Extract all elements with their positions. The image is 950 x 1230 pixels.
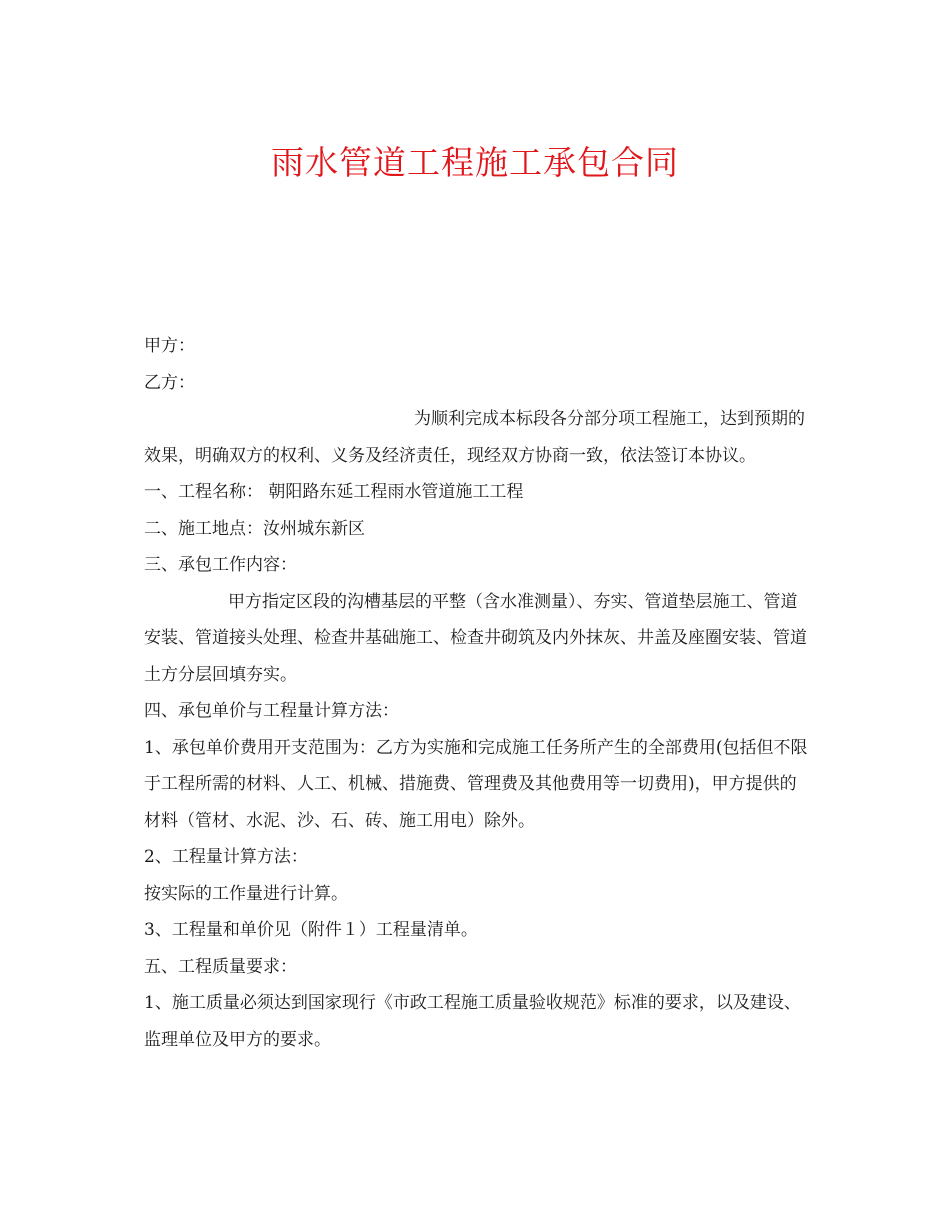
pricing-item-3: 3、工程量和单价见（附件１）工程量清单。 [144,920,478,940]
contract-body [144,328,809,1058]
section-quality-heading: 五、工程质量要求： [144,956,297,977]
party-b-line: 乙方： [144,372,195,393]
pricing-item-2: 2、工程量计算方法： [144,847,308,867]
section-scope-heading: 三、承包工作内容： [144,555,297,575]
quality-item-1: 1、施工质量必须达到国家现行《市政工程施工质量验收规范》标准的要求，以及建设、监理单位及甲方的要求。 [144,993,801,1050]
section-project-name: 一、工程名称： 朝阳路东延工程雨水管道施工工程 [144,482,524,502]
section-pricing-heading: 四、承包单价与工程量计算方法： [144,701,399,721]
section-scope-body: 甲方指定区段的沟槽基层的平整（含水准测量）、夯实、管道垫层施工、管道安装、管道接头处理、检查井基础施工、检查井砌筑及内外抹灰、井盖及座圈安装、管道土方分层回填夯实。 [144,591,807,685]
pricing-item-2-body: 按实际的工作量进行计算。 [144,883,348,904]
party-a-line: 甲方： [144,336,195,356]
intro-paragraph: 为顺利完成本标段各分部分项工程施工，达到预期的效果，明确双方的权利、义务及经济责任，现经双方协商一致，依法签订本协议。 [144,409,805,466]
pricing-item-1: 1、承包单价费用开支范围为：乙方为实施和完成施工任务所产生的全部费用(包括但不限于工程所需的材料、人工、机械、措施费、管理费及其他费用等一切费用)，甲方提供的材料（管材、水泥、沙、石、砖、施工用电）除外。 [144,737,808,831]
section-location: 二、施工地点：汝州城东新区 [144,518,365,539]
page-title: 雨水管道工程施工承包合同 [271,143,679,182]
